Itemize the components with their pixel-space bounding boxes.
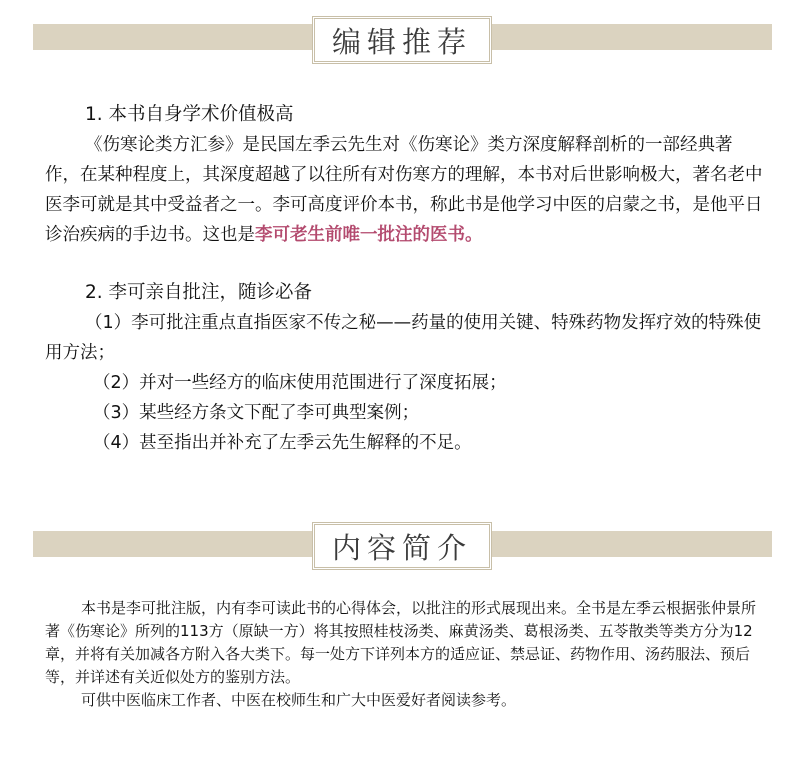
- item1-highlight: 李可老生前唯一批注的医书。: [255, 225, 483, 245]
- item2-sub-1: （1）李可批注重点直指医家不传之秘——药量的使用关键、特殊药物发挥疗效的特殊使用方法；: [45, 313, 762, 363]
- item1-title: 1. 本书自身学术价值极高: [85, 104, 294, 125]
- item2-sub-3: （3）某些经方条文下配了李可典型案例；: [93, 403, 420, 423]
- item2-sub-2: （2）并对一些经方的临床使用范围进行了深度拓展；: [93, 373, 507, 393]
- summary-paragraph-1: 本书是李可批注版，内有李可读此书的心得体会，以批注的形式展现出来。全书是左季云根据张仲景所著《伤寒论》所列的113方（原缺一方）将其按照桂枝汤类、麻黄汤类、葛根汤类、五苓散类等类方分为12章，并将有关加减各方附入各大类下。每一处方下详列本方的适应证、禁忌证、药物作用、汤药服法、预后等，并详述有关近似处方的鉴别方法。: [45, 599, 757, 686]
- summary-paragraph-2: 可供中医临床工作者、中医在校师生和广大中医爱好者阅读参考。: [81, 691, 517, 709]
- section-heading-editor: 编辑推荐: [312, 16, 492, 64]
- item2-title: 2. 李可亲自批注，随诊必备: [85, 282, 313, 303]
- editor-recommendation-body: [45, 100, 765, 458]
- content-summary-body: [45, 597, 765, 712]
- item1-paragraph: [45, 130, 765, 250]
- item1-text: 《伤寒论类方汇参》是民国左季云先生对《伤寒论》类方深度解释剖析的一部经典著作，在某种程度上，其深度超越了以往所有对伤寒方的理解，本书对后世影响极大，著名老中医李可就是其中受益者之一。李可高度评价本书，称此书是他学习中医的启蒙之书，是他平日诊治疾病的手边书。这也是: [45, 135, 763, 245]
- item2-sub-4: （4）甚至指出并补充了左季云先生解释的不足。: [93, 433, 472, 453]
- section-heading-summary: 内容简介: [312, 522, 492, 570]
